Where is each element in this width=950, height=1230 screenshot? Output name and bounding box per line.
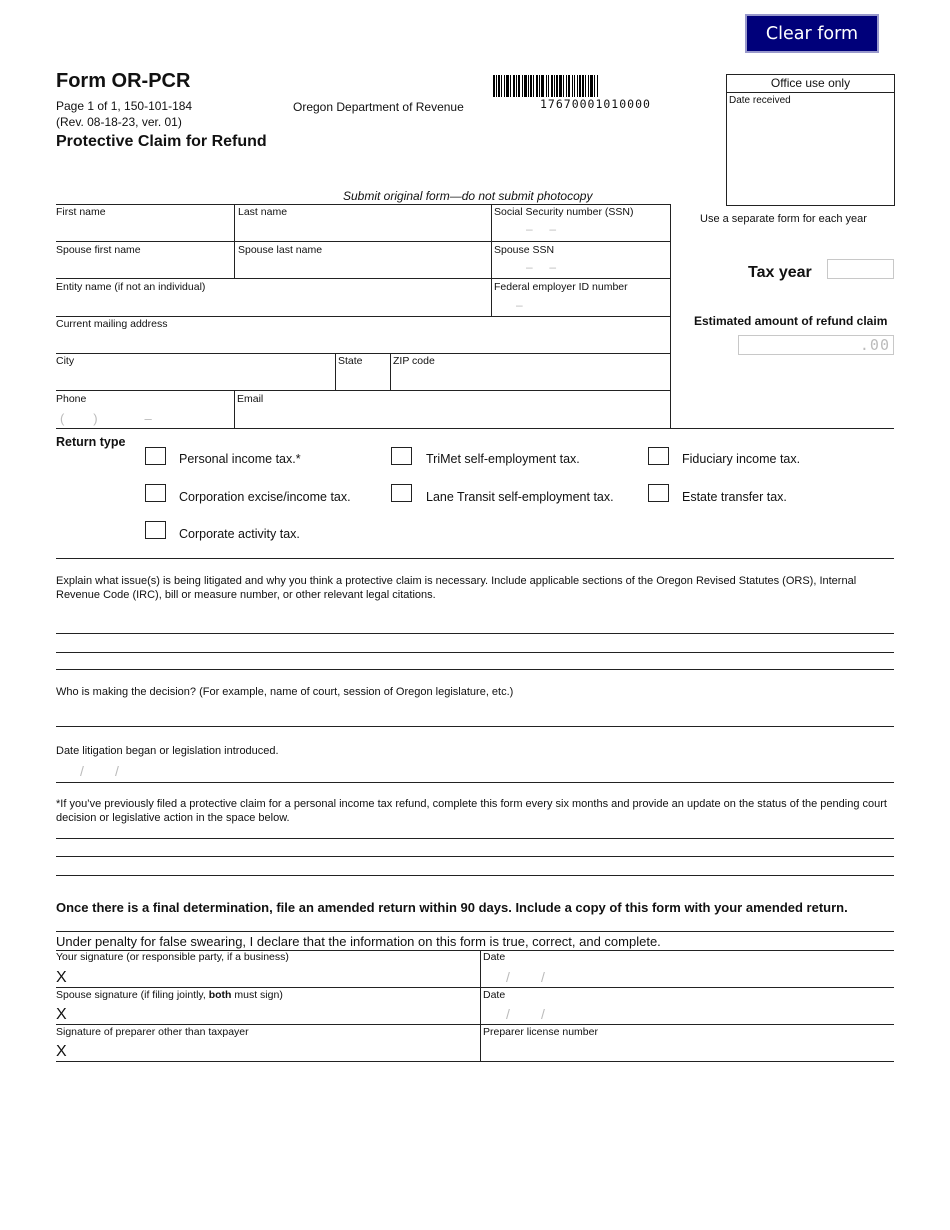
barcode-bar: [533, 75, 534, 97]
barcode-bar: [548, 75, 549, 97]
spouse-last-name-input[interactable]: [238, 257, 488, 277]
date-litigation-prompt: Date litigation began or legislation introduced.: [56, 745, 279, 757]
your-signature-label: Your signature (or responsible party, if a business): [56, 951, 289, 963]
city-label: City: [56, 355, 75, 367]
date-litigation-input[interactable]: / /: [80, 763, 119, 779]
label-estate-transfer-tax: Estate transfer tax.: [682, 490, 787, 504]
checkbox-corporation-excise-income-tax[interactable]: [145, 484, 166, 502]
spouse-ssn-input[interactable]: – –: [526, 260, 557, 274]
checkbox-fiduciary-income-tax[interactable]: [648, 447, 669, 465]
tax-year-label: Tax year: [748, 264, 812, 281]
barcode-bar: [554, 75, 555, 97]
office-use-box: [726, 74, 895, 206]
status-update-input[interactable]: [56, 828, 894, 874]
final-determination-note: Once there is a final determination, file an amended return within 90 days. Include a copy of this form with your amended return.: [56, 900, 848, 915]
separate-form-note: Use a separate form for each year: [700, 213, 867, 225]
barcode-bar: [541, 75, 544, 97]
return-type-label: Return type: [56, 435, 126, 449]
entity-name-label: Entity name (if not an individual): [56, 281, 206, 293]
declaration: Under penalty for false swearing, I declare that the information on this form is true, correct, and complete.: [56, 934, 661, 949]
barcode-number: 17670001010000: [540, 97, 651, 111]
spouse-first-name-input[interactable]: [56, 257, 232, 277]
barcode-bar: [568, 75, 570, 97]
barcode-bar: [530, 75, 532, 97]
spouse-date-label: Date: [483, 989, 506, 1001]
phone-label: Phone: [56, 393, 87, 405]
checkbox-estate-transfer-tax[interactable]: [648, 484, 669, 502]
barcode-bar: [588, 75, 589, 97]
form-subtitle: Protective Claim for Refund: [56, 133, 267, 150]
your-signature-input[interactable]: [72, 966, 476, 986]
label-trimet-self-employment-tax: TriMet self-employment tax.: [426, 452, 580, 466]
refund-estimate-label: Estimated amount of refund claim: [694, 314, 888, 328]
spouse-first-name-label: Spouse first name: [56, 244, 141, 256]
preparer-license-input[interactable]: [483, 1040, 891, 1060]
barcode-bar: [566, 75, 567, 97]
barcode-bar: [559, 75, 562, 97]
barcode: [493, 75, 705, 97]
your-signature-x: X: [56, 969, 67, 986]
state-label: State: [338, 355, 363, 367]
checkbox-personal-income-tax[interactable]: [145, 447, 166, 465]
spouse-signature-label-post: must sign): [231, 989, 283, 1001]
checkbox-corporate-activity-tax[interactable]: [145, 521, 166, 539]
mailing-address-input[interactable]: [56, 331, 666, 351]
your-date-input[interactable]: / /: [506, 969, 545, 985]
last-name-label: Last name: [238, 206, 288, 218]
barcode-bar: [579, 75, 581, 97]
page-info: Page 1 of 1, 150-101-184: [56, 99, 193, 113]
checkbox-lane-transit-self-employment-tax[interactable]: [391, 484, 412, 502]
phone-input[interactable]: ( ) –: [60, 411, 152, 426]
spouse-signature-x: X: [56, 1006, 67, 1023]
barcode-bar: [504, 75, 505, 97]
spouse-date-input[interactable]: / /: [506, 1006, 545, 1022]
zip-code-label: ZIP code: [393, 355, 435, 367]
email-label: Email: [237, 393, 264, 405]
spouse-signature-label-bold: both: [208, 989, 232, 1001]
preparer-license-label: Preparer license number: [483, 1026, 598, 1038]
barcode-bar: [536, 75, 538, 97]
city-input[interactable]: [56, 368, 332, 388]
barcode-bar: [524, 75, 527, 97]
label-fiduciary-income-tax: Fiduciary income tax.: [682, 452, 801, 466]
barcode-bar: [510, 75, 511, 97]
barcode-bar: [556, 75, 558, 97]
spouse-last-name-label: Spouse last name: [238, 244, 323, 256]
revision: (Rev. 08-18-23, ver. 01): [56, 115, 182, 129]
preparer-signature-label: Signature of preparer other than taxpayer: [56, 1026, 249, 1038]
barcode-bar: [493, 75, 495, 97]
fein-input[interactable]: –: [516, 298, 523, 312]
barcode-bar: [546, 75, 547, 97]
barcode-bar: [585, 75, 586, 97]
preparer-signature-input[interactable]: [72, 1040, 476, 1060]
barcode-bar: [496, 75, 497, 97]
refund-estimate-input[interactable]: [738, 335, 894, 355]
decision-maker-input[interactable]: [56, 703, 894, 725]
barcode-bar: [501, 75, 502, 97]
barcode-bar: [516, 75, 517, 97]
zip-code-input[interactable]: [393, 368, 667, 388]
spouse-ssn-label: Spouse SSN: [494, 244, 555, 256]
barcode-bar: [506, 75, 509, 97]
checkbox-trimet-self-employment-tax[interactable]: [391, 447, 412, 465]
barcode-bar: [597, 75, 598, 97]
first-name-label: First name: [56, 206, 106, 218]
fein-label: Federal employer ID number: [494, 281, 628, 293]
spouse-signature-label: [56, 989, 283, 1001]
decision-maker-prompt: Who is making the decision? (For example, name of court, session of Oregon legislature, etc.): [56, 686, 514, 698]
label-corporate-activity-tax: Corporate activity tax.: [179, 527, 300, 541]
barcode-bar: [539, 75, 540, 97]
label-personal-income-tax: Personal income tax.*: [179, 452, 301, 466]
state-input[interactable]: [338, 368, 388, 388]
office-use-title: Office use only: [727, 75, 894, 93]
barcode-bar: [572, 75, 573, 97]
date-received-label: Date received: [729, 95, 791, 106]
email-input[interactable]: [237, 406, 667, 426]
spouse-signature-input[interactable]: [72, 1003, 476, 1023]
barcode-bar: [574, 75, 575, 97]
your-date-label: Date: [483, 951, 506, 963]
clear-form-label: Clear form: [765, 23, 859, 44]
ssn-label: Social Security number (SSN): [494, 206, 634, 218]
entity-name-input[interactable]: [56, 294, 488, 314]
submit-note: Submit original form—do not submit photocopy: [343, 189, 593, 203]
barcode-bar: [590, 75, 593, 97]
tax-year-input[interactable]: [827, 259, 894, 279]
barcode-bar: [522, 75, 523, 97]
barcode-bar: [563, 75, 564, 97]
barcode-bar: [518, 75, 520, 97]
barcode-bar: [594, 75, 595, 97]
department: Oregon Department of Revenue: [293, 100, 464, 114]
preparer-signature-x: X: [56, 1043, 67, 1060]
form-title: Form OR-PCR: [56, 70, 191, 92]
barcode-bar: [498, 75, 500, 97]
label-corporation-excise-income-tax: Corporation excise/income tax.: [179, 490, 351, 504]
refund-estimate-placeholder: .00: [859, 336, 890, 354]
spouse-signature-label-pre: Spouse signature (if filing jointly,: [56, 989, 209, 1001]
barcode-bar: [528, 75, 529, 97]
mailing-address-label: Current mailing address: [56, 318, 168, 330]
barcode-bar: [513, 75, 515, 97]
barcode-bar: [551, 75, 553, 97]
last-name-input[interactable]: [238, 219, 488, 239]
first-name-input[interactable]: [56, 219, 232, 239]
barcode-bar: [577, 75, 578, 97]
previous-claim-note: *If you’ve previously filed a protective claim for a personal income tax refund, complete this form every six months and provide an update on the status of the pending court decision or legislative action in the space below.: [56, 798, 887, 824]
ssn-input[interactable]: – –: [526, 222, 557, 236]
barcode-bar: [582, 75, 584, 97]
explain-issue-prompt: Explain what issue(s) is being litigated and why you think a protective claim is necessary. Include applicable sections of the Oregon Revised Statutes (ORS), Internal Revenue Code (IRC), bill or measure number, or other relevant legal citations.: [56, 575, 857, 601]
clear-form-button[interactable]: [745, 14, 879, 53]
label-lane-transit-self-employment-tax: Lane Transit self-employment tax.: [426, 490, 614, 504]
explain-issue-input[interactable]: [56, 606, 894, 668]
